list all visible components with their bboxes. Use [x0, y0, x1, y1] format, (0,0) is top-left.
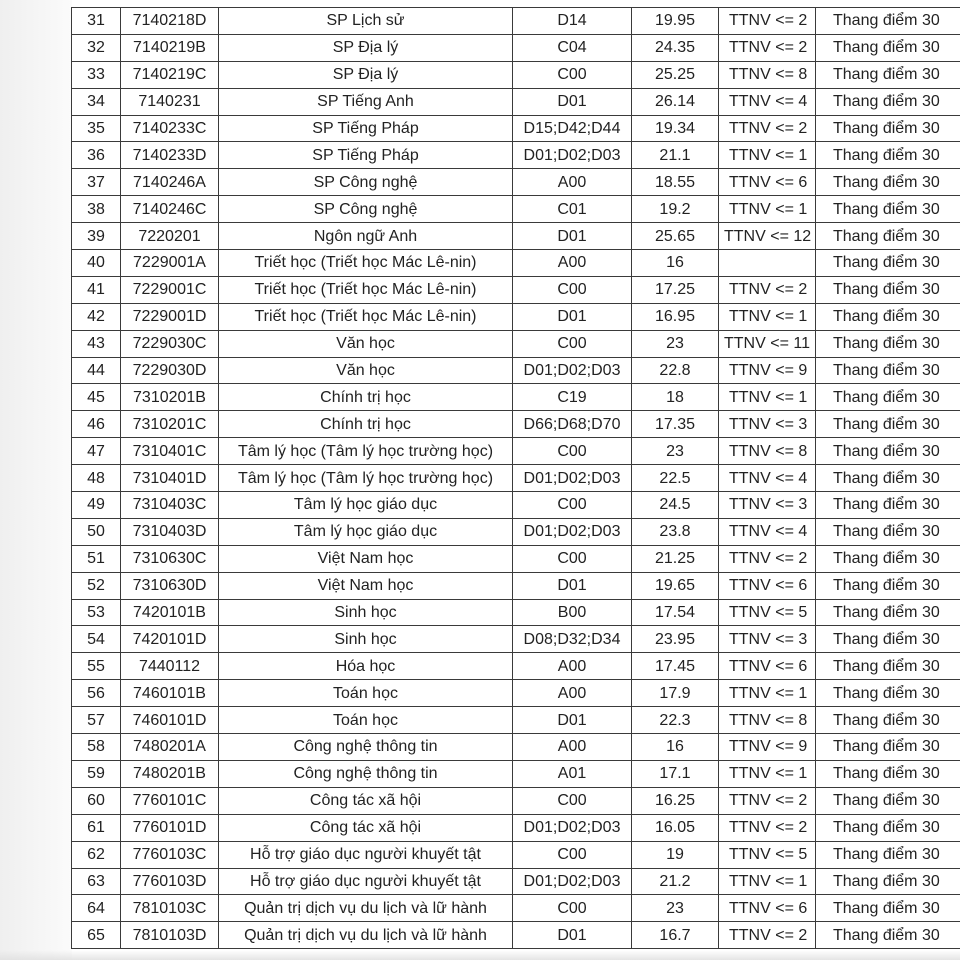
row-number-cell: 37	[72, 169, 121, 196]
row-number-cell: 62	[72, 841, 121, 868]
major-code-cell: 7229001D	[121, 303, 219, 330]
table-row	[72, 303, 960, 330]
table-row	[72, 142, 960, 169]
table-row	[72, 115, 960, 142]
score-scale-cell: Thang điểm 30	[816, 545, 960, 572]
row-number-cell: 35	[72, 115, 121, 142]
major-code-cell: 7140219B	[121, 34, 219, 61]
major-code-cell: 7140246C	[121, 196, 219, 223]
table-row	[72, 196, 960, 223]
row-number-cell: 55	[72, 653, 121, 680]
major-code-cell: 7310401C	[121, 438, 219, 465]
row-number-cell: 63	[72, 868, 121, 895]
major-code-cell: 7480201B	[121, 760, 219, 787]
major-name-cell: Toán học	[219, 680, 513, 707]
cutoff-score-cell: 19	[632, 841, 719, 868]
major-code-cell: 7140218D	[121, 8, 219, 35]
cutoff-score-cell: 17.35	[632, 411, 719, 438]
score-scale-cell: Thang điểm 30	[816, 115, 960, 142]
table-row	[72, 626, 960, 653]
score-scale-cell: Thang điểm 30	[816, 438, 960, 465]
row-number-cell: 53	[72, 599, 121, 626]
cutoff-score-cell: 25.65	[632, 223, 719, 250]
subject-combination-cell: D15;D42;D44	[513, 115, 632, 142]
table-row	[72, 34, 960, 61]
priority-order-cell: TTNV <= 3	[719, 492, 816, 519]
major-name-cell: Toán học	[219, 707, 513, 734]
score-scale-cell: Thang điểm 30	[816, 465, 960, 492]
subject-combination-cell: A00	[513, 653, 632, 680]
table-row	[72, 61, 960, 88]
subject-combination-cell: C00	[513, 438, 632, 465]
row-number-cell: 58	[72, 734, 121, 761]
subject-combination-cell: D08;D32;D34	[513, 626, 632, 653]
major-code-cell: 7229030D	[121, 357, 219, 384]
row-number-cell: 47	[72, 438, 121, 465]
priority-order-cell: TTNV <= 2	[719, 787, 816, 814]
admission-scores-table	[71, 7, 960, 949]
cutoff-score-cell: 23	[632, 438, 719, 465]
table-row	[72, 8, 960, 35]
major-name-cell: Tâm lý học (Tâm lý học trường học)	[219, 438, 513, 465]
priority-order-cell: TTNV <= 4	[719, 88, 816, 115]
score-scale-cell: Thang điểm 30	[816, 250, 960, 277]
priority-order-cell: TTNV <= 1	[719, 384, 816, 411]
table-row	[72, 357, 960, 384]
major-name-cell: Công tác xã hội	[219, 787, 513, 814]
subject-combination-cell: C00	[513, 545, 632, 572]
major-code-cell: 7810103C	[121, 895, 219, 922]
score-scale-cell: Thang điểm 30	[816, 841, 960, 868]
major-code-cell: 7229030C	[121, 330, 219, 357]
score-scale-cell: Thang điểm 30	[816, 384, 960, 411]
cutoff-score-cell: 26.14	[632, 88, 719, 115]
major-code-cell: 7310201B	[121, 384, 219, 411]
table-row	[72, 465, 960, 492]
cutoff-score-cell: 25.25	[632, 61, 719, 88]
subject-combination-cell: A00	[513, 169, 632, 196]
major-name-cell: Triết học (Triết học Mác Lê-nin)	[219, 250, 513, 277]
table-row	[72, 653, 960, 680]
cutoff-score-cell: 16.25	[632, 787, 719, 814]
row-number-cell: 32	[72, 34, 121, 61]
priority-order-cell: TTNV <= 1	[719, 680, 816, 707]
major-name-cell: Sinh học	[219, 626, 513, 653]
priority-order-cell: TTNV <= 6	[719, 572, 816, 599]
priority-order-cell: TTNV <= 6	[719, 895, 816, 922]
score-scale-cell: Thang điểm 30	[816, 34, 960, 61]
score-scale-cell: Thang điểm 30	[816, 169, 960, 196]
cutoff-score-cell: 19.34	[632, 115, 719, 142]
cutoff-score-cell: 22.5	[632, 465, 719, 492]
row-number-cell: 31	[72, 8, 121, 35]
subject-combination-cell: D66;D68;D70	[513, 411, 632, 438]
cutoff-score-cell: 19.95	[632, 8, 719, 35]
row-number-cell: 49	[72, 492, 121, 519]
major-code-cell: 7760103D	[121, 868, 219, 895]
priority-order-cell: TTNV <= 1	[719, 760, 816, 787]
table-row	[72, 707, 960, 734]
major-code-cell: 7760101D	[121, 814, 219, 841]
priority-order-cell: TTNV <= 9	[719, 357, 816, 384]
score-scale-cell: Thang điểm 30	[816, 760, 960, 787]
cutoff-score-cell: 21.25	[632, 545, 719, 572]
cutoff-score-cell: 18.55	[632, 169, 719, 196]
major-name-cell: Việt Nam học	[219, 545, 513, 572]
table-row	[72, 276, 960, 303]
major-name-cell: Văn học	[219, 357, 513, 384]
cutoff-score-cell: 17.1	[632, 760, 719, 787]
table-row	[72, 760, 960, 787]
score-scale-cell: Thang điểm 30	[816, 895, 960, 922]
row-number-cell: 40	[72, 250, 121, 277]
priority-order-cell: TTNV <= 4	[719, 465, 816, 492]
table-row	[72, 922, 960, 949]
row-number-cell: 48	[72, 465, 121, 492]
major-code-cell: 7229001C	[121, 276, 219, 303]
row-number-cell: 61	[72, 814, 121, 841]
subject-combination-cell: D01;D02;D03	[513, 868, 632, 895]
major-name-cell: Tâm lý học giáo dục	[219, 492, 513, 519]
score-scale-cell: Thang điểm 30	[816, 8, 960, 35]
score-scale-cell: Thang điểm 30	[816, 626, 960, 653]
row-number-cell: 50	[72, 518, 121, 545]
major-name-cell: Hỗ trợ giáo dục người khuyết tật	[219, 868, 513, 895]
score-scale-cell: Thang điểm 30	[816, 787, 960, 814]
score-scale-cell: Thang điểm 30	[816, 303, 960, 330]
row-number-cell: 34	[72, 88, 121, 115]
row-number-cell: 60	[72, 787, 121, 814]
score-scale-cell: Thang điểm 30	[816, 868, 960, 895]
priority-order-cell: TTNV <= 4	[719, 518, 816, 545]
subject-combination-cell: D01;D02;D03	[513, 518, 632, 545]
major-code-cell: 7460101D	[121, 707, 219, 734]
table-row	[72, 599, 960, 626]
priority-order-cell: TTNV <= 2	[719, 922, 816, 949]
cutoff-score-cell: 23	[632, 330, 719, 357]
subject-combination-cell: A00	[513, 680, 632, 707]
major-code-cell: 7310403C	[121, 492, 219, 519]
major-code-cell: 7420101D	[121, 626, 219, 653]
row-number-cell: 44	[72, 357, 121, 384]
cutoff-score-cell: 23	[632, 895, 719, 922]
score-scale-cell: Thang điểm 30	[816, 492, 960, 519]
priority-order-cell: TTNV <= 2	[719, 276, 816, 303]
priority-order-cell: TTNV <= 2	[719, 34, 816, 61]
subject-combination-cell: D01	[513, 88, 632, 115]
major-name-cell: Việt Nam học	[219, 572, 513, 599]
major-name-cell: Sinh học	[219, 599, 513, 626]
score-scale-cell: Thang điểm 30	[816, 61, 960, 88]
cutoff-score-cell: 24.5	[632, 492, 719, 519]
row-number-cell: 46	[72, 411, 121, 438]
priority-order-cell: TTNV <= 8	[719, 707, 816, 734]
priority-order-cell: TTNV <= 5	[719, 599, 816, 626]
cutoff-score-cell: 16	[632, 734, 719, 761]
row-number-cell: 43	[72, 330, 121, 357]
major-name-cell: Tâm lý học giáo dục	[219, 518, 513, 545]
table-row	[72, 330, 960, 357]
row-number-cell: 51	[72, 545, 121, 572]
major-code-cell: 7310201C	[121, 411, 219, 438]
cutoff-score-cell: 16.05	[632, 814, 719, 841]
subject-combination-cell: C00	[513, 276, 632, 303]
score-scale-cell: Thang điểm 30	[816, 572, 960, 599]
major-code-cell: 7420101B	[121, 599, 219, 626]
score-scale-cell: Thang điểm 30	[816, 599, 960, 626]
cutoff-score-cell: 22.8	[632, 357, 719, 384]
subject-combination-cell: B00	[513, 599, 632, 626]
major-code-cell: 7140246A	[121, 169, 219, 196]
subject-combination-cell: D01	[513, 922, 632, 949]
major-name-cell: Công nghệ thông tin	[219, 734, 513, 761]
row-number-cell: 59	[72, 760, 121, 787]
row-number-cell: 65	[72, 922, 121, 949]
table-row	[72, 895, 960, 922]
priority-order-cell: TTNV <= 2	[719, 545, 816, 572]
major-name-cell: Hỗ trợ giáo dục người khuyết tật	[219, 841, 513, 868]
score-scale-cell: Thang điểm 30	[816, 518, 960, 545]
major-name-cell: Tâm lý học (Tâm lý học trường học)	[219, 465, 513, 492]
priority-order-cell	[719, 250, 816, 277]
priority-order-cell: TTNV <= 3	[719, 411, 816, 438]
major-name-cell: Triết học (Triết học Mác Lê-nin)	[219, 276, 513, 303]
subject-combination-cell: D14	[513, 8, 632, 35]
page-margin	[0, 0, 72, 960]
major-code-cell: 7760103C	[121, 841, 219, 868]
major-name-cell: SP Tiếng Anh	[219, 88, 513, 115]
cutoff-score-cell: 19.65	[632, 572, 719, 599]
cutoff-score-cell: 16.95	[632, 303, 719, 330]
subject-combination-cell: D01;D02;D03	[513, 465, 632, 492]
score-scale-cell: Thang điểm 30	[816, 707, 960, 734]
cutoff-score-cell: 23.95	[632, 626, 719, 653]
row-number-cell: 54	[72, 626, 121, 653]
cutoff-score-cell: 21.1	[632, 142, 719, 169]
priority-order-cell: TTNV <= 9	[719, 734, 816, 761]
score-scale-cell: Thang điểm 30	[816, 88, 960, 115]
major-name-cell: SP Địa lý	[219, 34, 513, 61]
major-code-cell: 7140219C	[121, 61, 219, 88]
score-scale-cell: Thang điểm 30	[816, 223, 960, 250]
priority-order-cell: TTNV <= 1	[719, 868, 816, 895]
subject-combination-cell: C00	[513, 492, 632, 519]
major-name-cell: SP Tiếng Pháp	[219, 115, 513, 142]
major-name-cell: Ngôn ngữ Anh	[219, 223, 513, 250]
row-number-cell: 39	[72, 223, 121, 250]
cutoff-score-cell: 24.35	[632, 34, 719, 61]
table-row	[72, 169, 960, 196]
priority-order-cell: TTNV <= 8	[719, 61, 816, 88]
score-scale-cell: Thang điểm 30	[816, 680, 960, 707]
priority-order-cell: TTNV <= 12	[719, 223, 816, 250]
cutoff-score-cell: 16.7	[632, 922, 719, 949]
priority-order-cell: TTNV <= 2	[719, 814, 816, 841]
table-row	[72, 787, 960, 814]
subject-combination-cell: C00	[513, 841, 632, 868]
subject-combination-cell: C00	[513, 61, 632, 88]
table-row	[72, 384, 960, 411]
major-code-cell: 7220201	[121, 223, 219, 250]
score-scale-cell: Thang điểm 30	[816, 196, 960, 223]
cutoff-score-cell: 17.9	[632, 680, 719, 707]
table-row	[72, 518, 960, 545]
score-scale-cell: Thang điểm 30	[816, 411, 960, 438]
subject-combination-cell: D01;D02;D03	[513, 142, 632, 169]
row-number-cell: 41	[72, 276, 121, 303]
subject-combination-cell: C19	[513, 384, 632, 411]
major-code-cell: 7140233D	[121, 142, 219, 169]
major-name-cell: SP Công nghệ	[219, 169, 513, 196]
row-number-cell: 52	[72, 572, 121, 599]
score-scale-cell: Thang điểm 30	[816, 330, 960, 357]
table-row	[72, 868, 960, 895]
major-code-cell: 7310630D	[121, 572, 219, 599]
subject-combination-cell: A00	[513, 250, 632, 277]
cutoff-score-cell: 18	[632, 384, 719, 411]
subject-combination-cell: C01	[513, 196, 632, 223]
major-name-cell: Chính trị học	[219, 384, 513, 411]
score-scale-cell: Thang điểm 30	[816, 142, 960, 169]
subject-combination-cell: D01	[513, 707, 632, 734]
cutoff-score-cell: 23.8	[632, 518, 719, 545]
major-name-cell: SP Tiếng Pháp	[219, 142, 513, 169]
scan-shadow	[0, 950, 960, 960]
subject-combination-cell: A00	[513, 734, 632, 761]
major-code-cell: 7310403D	[121, 518, 219, 545]
major-name-cell: Quản trị dịch vụ du lịch và lữ hành	[219, 922, 513, 949]
major-code-cell: 7229001A	[121, 250, 219, 277]
table-row	[72, 88, 960, 115]
cutoff-score-cell: 21.2	[632, 868, 719, 895]
table-body	[72, 8, 960, 949]
table-row	[72, 734, 960, 761]
cutoff-score-cell: 17.54	[632, 599, 719, 626]
priority-order-cell: TTNV <= 8	[719, 438, 816, 465]
cutoff-score-cell: 22.3	[632, 707, 719, 734]
major-code-cell: 7480201A	[121, 734, 219, 761]
cutoff-score-cell: 16	[632, 250, 719, 277]
priority-order-cell: TTNV <= 5	[719, 841, 816, 868]
major-code-cell: 7140233C	[121, 115, 219, 142]
cutoff-score-cell: 17.25	[632, 276, 719, 303]
row-number-cell: 36	[72, 142, 121, 169]
priority-order-cell: TTNV <= 1	[719, 303, 816, 330]
score-scale-cell: Thang điểm 30	[816, 653, 960, 680]
major-name-cell: SP Lịch sử	[219, 8, 513, 35]
priority-order-cell: TTNV <= 2	[719, 8, 816, 35]
table-row	[72, 841, 960, 868]
major-name-cell: Quản trị dịch vụ du lịch và lữ hành	[219, 895, 513, 922]
subject-combination-cell: D01;D02;D03	[513, 814, 632, 841]
row-number-cell: 64	[72, 895, 121, 922]
major-name-cell: Hóa học	[219, 653, 513, 680]
major-code-cell: 7310401D	[121, 465, 219, 492]
score-scale-cell: Thang điểm 30	[816, 357, 960, 384]
major-code-cell: 7460101B	[121, 680, 219, 707]
subject-combination-cell: C00	[513, 895, 632, 922]
table-row	[72, 814, 960, 841]
row-number-cell: 33	[72, 61, 121, 88]
row-number-cell: 42	[72, 303, 121, 330]
subject-combination-cell: D01	[513, 303, 632, 330]
subject-combination-cell: D01	[513, 223, 632, 250]
row-number-cell: 56	[72, 680, 121, 707]
subject-combination-cell: C00	[513, 330, 632, 357]
priority-order-cell: TTNV <= 6	[719, 653, 816, 680]
major-name-cell: Công nghệ thông tin	[219, 760, 513, 787]
subject-combination-cell: A01	[513, 760, 632, 787]
score-scale-cell: Thang điểm 30	[816, 922, 960, 949]
priority-order-cell: TTNV <= 3	[719, 626, 816, 653]
table-row	[72, 545, 960, 572]
row-number-cell: 45	[72, 384, 121, 411]
priority-order-cell: TTNV <= 1	[719, 142, 816, 169]
score-scale-cell: Thang điểm 30	[816, 814, 960, 841]
priority-order-cell: TTNV <= 1	[719, 196, 816, 223]
cutoff-score-cell: 19.2	[632, 196, 719, 223]
table-row	[72, 438, 960, 465]
subject-combination-cell: D01;D02;D03	[513, 357, 632, 384]
subject-combination-cell: C00	[513, 787, 632, 814]
major-code-cell: 7310630C	[121, 545, 219, 572]
subject-combination-cell: C04	[513, 34, 632, 61]
table-row	[72, 492, 960, 519]
table-row	[72, 223, 960, 250]
score-scale-cell: Thang điểm 30	[816, 734, 960, 761]
table-row	[72, 411, 960, 438]
row-number-cell: 38	[72, 196, 121, 223]
subject-combination-cell: D01	[513, 572, 632, 599]
priority-order-cell: TTNV <= 6	[719, 169, 816, 196]
major-code-cell: 7760101C	[121, 787, 219, 814]
score-scale-cell: Thang điểm 30	[816, 276, 960, 303]
major-name-cell: SP Công nghệ	[219, 196, 513, 223]
priority-order-cell: TTNV <= 11	[719, 330, 816, 357]
table-row	[72, 572, 960, 599]
major-name-cell: Chính trị học	[219, 411, 513, 438]
major-code-cell: 7810103D	[121, 922, 219, 949]
row-number-cell: 57	[72, 707, 121, 734]
table-row	[72, 250, 960, 277]
major-name-cell: Công tác xã hội	[219, 814, 513, 841]
major-name-cell: Văn học	[219, 330, 513, 357]
major-code-cell: 7440112	[121, 653, 219, 680]
priority-order-cell: TTNV <= 2	[719, 115, 816, 142]
table-row	[72, 680, 960, 707]
major-name-cell: Triết học (Triết học Mác Lê-nin)	[219, 303, 513, 330]
cutoff-score-cell: 17.45	[632, 653, 719, 680]
major-name-cell: SP Địa lý	[219, 61, 513, 88]
major-code-cell: 7140231	[121, 88, 219, 115]
